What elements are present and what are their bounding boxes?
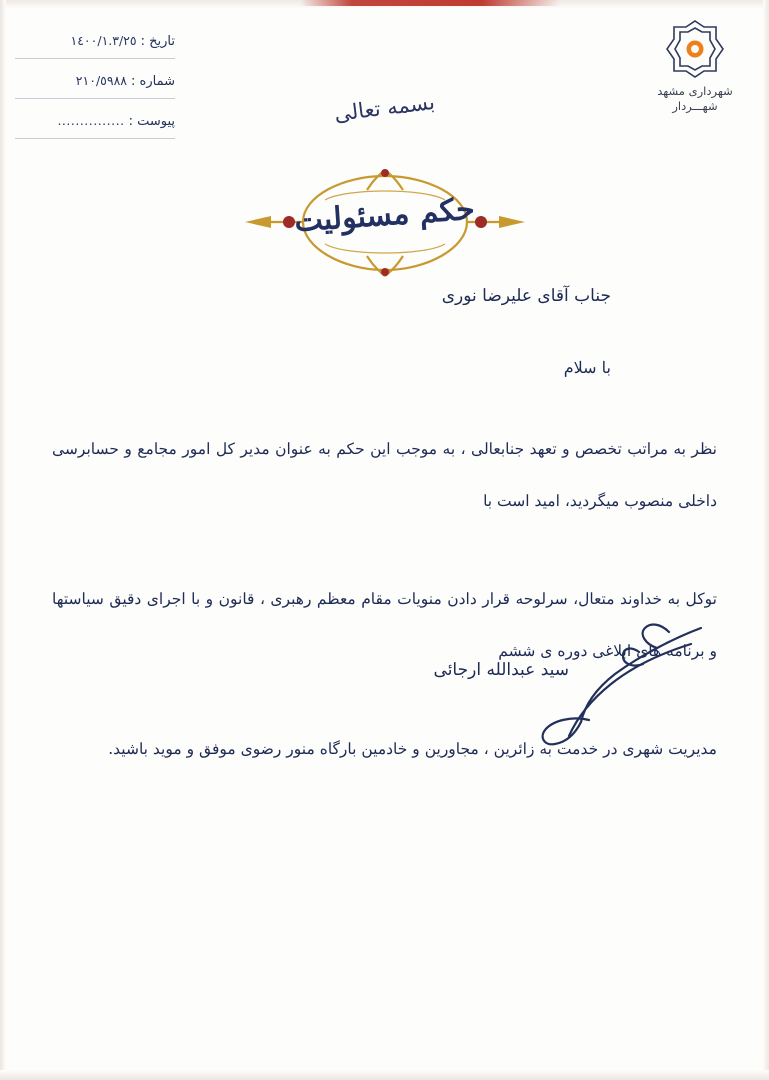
addressee-line: جناب آقای علیرضا نوری [441, 286, 611, 306]
body-paragraph-1: نظر به مراتب تخصص و تعهد جنابعالی ، به موجب این حکم به عنوان مدیر کل امور مجامع و حسابرسی داخلی منصوب میگردید، امید است با [52, 440, 717, 510]
ornamental-title-frame [0, 160, 769, 285]
attachment-label: پیوست : [128, 114, 175, 129]
basmala-text: بسمه تعالی [332, 89, 437, 127]
meta-row-date [15, 26, 175, 59]
signature-block [309, 620, 709, 770]
logo-caption-line1: شهرداری مشهد [657, 84, 733, 98]
body-paragraph-2: توکل به خداوند متعال، سرلوحه قرار دادن منویات مقام معظم رهبری ، قانون و با اجرای دقیق سیاستها و برنامه های ابلاغی دوره ی ششم [52, 590, 717, 660]
number-label: شماره : [131, 74, 175, 89]
logo-caption [640, 84, 750, 114]
document-title: حکم مسئولیت [293, 191, 476, 240]
salutation-line: با سلام [563, 358, 611, 377]
signer-name: سید عبدالله ارجائی [433, 660, 569, 680]
scan-edge-bottom [0, 1070, 769, 1080]
red-edge-mark [300, 0, 560, 6]
attachment-value: ............... [57, 113, 125, 128]
date-label: تاریخ : [140, 34, 175, 49]
logo-caption-line2: شهـــردار [672, 99, 718, 113]
date-value: ١٤٠٠/١.٣/٢٥ [70, 33, 137, 48]
number-value: ٢١٠/٥٩٨٨ [75, 73, 128, 88]
body-paragraph-3: مدیریت شهری در خدمت به زائرین ، مجاورین و خادمین بارگاه منور رضوی موفق و موید باشید. [108, 740, 717, 758]
meta-row-number [15, 66, 175, 99]
handwritten-signature-icon [519, 610, 709, 750]
